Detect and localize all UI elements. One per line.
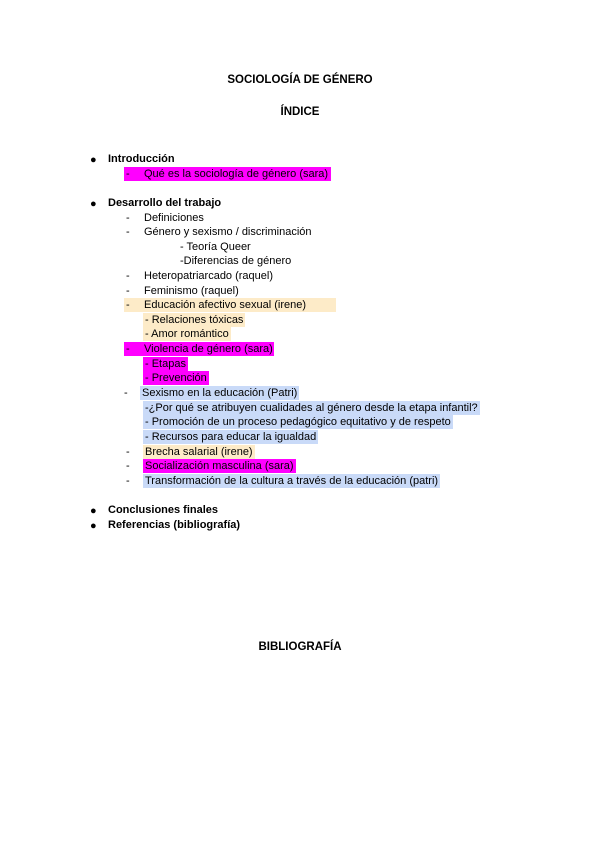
- subitem-cualidades: -¿Por qué se atribuyen cualidades al género desde la etapa infantil?: [145, 402, 478, 414]
- highlight-educacion-afectivo: [124, 298, 336, 312]
- subitem-diferencias: -Diferencias de género: [180, 255, 292, 267]
- dash-glyph: -: [126, 285, 130, 297]
- subitem-teoria-queer: - Teoría Queer: [180, 241, 251, 253]
- subitem-recursos: - Recursos para educar la igualdad: [145, 431, 317, 443]
- subitem-etapas: - Etapas: [145, 358, 186, 370]
- section-introduccion: Introducción: [108, 153, 175, 165]
- highlight-violencia: [124, 342, 274, 356]
- item-transformacion: Transformación de la cultura a través de la educación (patri): [145, 475, 439, 487]
- bullet-icon: ●: [90, 198, 97, 210]
- bibliography-heading: BIBLIOGRAFÍA: [258, 641, 342, 653]
- dash-glyph: -: [126, 226, 130, 238]
- subitem-relaciones-toxicas: - Relaciones tóxicas: [145, 314, 244, 326]
- dash-glyph: -: [126, 168, 130, 180]
- dash-glyph: -: [126, 446, 130, 458]
- dash-glyph: -: [126, 212, 130, 224]
- section-referencias: Referencias (bibliografía): [108, 519, 241, 531]
- section-desarrollo: Desarrollo del trabajo: [108, 197, 222, 209]
- bullet-icon: ●: [90, 154, 97, 166]
- item-genero-sexismo: Género y sexismo / discriminación: [144, 226, 312, 238]
- dash-glyph: -: [126, 299, 130, 311]
- item-educacion-afectivo: Educación afectivo sexual (irene): [144, 299, 307, 311]
- bullet-icon: ●: [90, 505, 97, 517]
- subitem-prevencion: - Prevención: [145, 372, 207, 384]
- item-socializacion: Socialización masculina (sara): [145, 460, 294, 472]
- document-title: SOCIOLOGÍA DE GÉNERO: [227, 74, 373, 86]
- item-feminismo: Feminismo (raquel): [144, 285, 239, 297]
- item-violencia: Violencia de género (sara): [144, 343, 273, 355]
- item-heteropatriarcado: Heteropatriarcado (raquel): [144, 270, 274, 282]
- intro-item-label: Qué es la sociología de género (sara): [144, 168, 329, 180]
- dash-glyph: -: [124, 387, 128, 399]
- item-definiciones: Definiciones: [144, 212, 204, 224]
- dash-glyph: -: [126, 270, 130, 282]
- dash-glyph: -: [126, 343, 130, 355]
- index-heading: ÍNDICE: [280, 106, 320, 118]
- intro-item-que-es: [124, 167, 331, 181]
- item-sexismo-educacion: Sexismo en la educación (Patri): [142, 387, 298, 399]
- bullet-icon: ●: [90, 520, 97, 532]
- section-conclusiones: Conclusiones finales: [108, 504, 219, 516]
- subitem-promocion: - Promoción de un proceso pedagógico equitativo y de respeto: [145, 416, 451, 428]
- subitem-amor-romantico: - Amor romántico: [145, 328, 229, 340]
- item-brecha-salarial: Brecha salarial (irene): [145, 446, 253, 458]
- dash-glyph: -: [126, 475, 130, 487]
- dash-glyph: -: [126, 460, 130, 472]
